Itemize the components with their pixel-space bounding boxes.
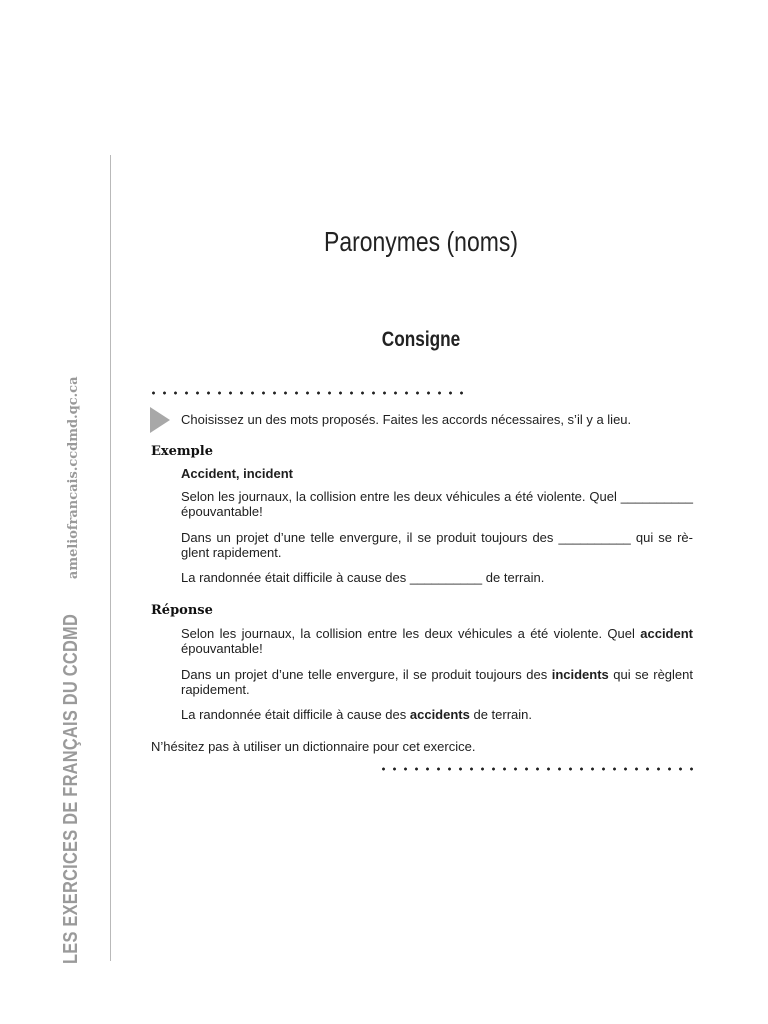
reponse-sentence-2 xyxy=(181,667,693,697)
reponse-label: Réponse xyxy=(151,603,213,618)
sidebar-vertical-text xyxy=(60,376,83,964)
answer-word: incidents xyxy=(551,667,609,682)
answer-text: qui se règlent rapidement. xyxy=(181,667,693,697)
consigne-heading: Consigne xyxy=(381,328,461,351)
instruction-text: Choisissez un des mots proposés. Faites les accords nécessaires, s’il y a lieu. xyxy=(181,412,632,427)
dotted-divider-bottom xyxy=(378,767,696,771)
answer-word: accident xyxy=(640,626,693,641)
exemple-sentence-2: Dans un projet d’une telle envergure, il se produit toujours des __________ qui se rè-glent rapidement. xyxy=(181,530,693,560)
sidebar-rule xyxy=(110,155,111,961)
answer-text: épouvantable! xyxy=(181,641,263,656)
word-choices: Accident, incident xyxy=(181,466,293,481)
reponse-sentence-3 xyxy=(181,707,693,722)
page-title: Paronymes (noms) xyxy=(324,226,518,257)
answer-text: Dans un projet d’une telle envergure, il se produit toujours des xyxy=(181,667,552,682)
exemple-sentence-3: La randonnée était difficile à cause des __________ de terrain. xyxy=(181,570,545,585)
answer-text: Selon les journaux, la collision entre les deux véhicules a été violente. Quel xyxy=(181,626,641,641)
answer-word: accidents xyxy=(409,707,470,722)
reponse-sentence-1 xyxy=(181,626,693,656)
website-url: ameliofrancais.ccdmd.qc.ca xyxy=(66,376,81,580)
play-arrow-icon xyxy=(150,407,170,433)
answer-text: de terrain. xyxy=(469,707,533,722)
exemple-sentence-1: Selon les journaux, la collision entre les deux véhicules a été violente. Quel __________ épouvantable! xyxy=(181,489,693,519)
series-title: LES EXERCICES DE FRANÇAIS DU CCDMD xyxy=(60,613,82,964)
exemple-label: Exemple xyxy=(151,444,213,459)
dictionary-note: N’hésitez pas à utiliser un dictionnaire pour cet exercice. xyxy=(151,739,476,754)
answer-text: La randonnée était difficile à cause des xyxy=(181,707,410,722)
dotted-divider-top xyxy=(148,391,468,395)
